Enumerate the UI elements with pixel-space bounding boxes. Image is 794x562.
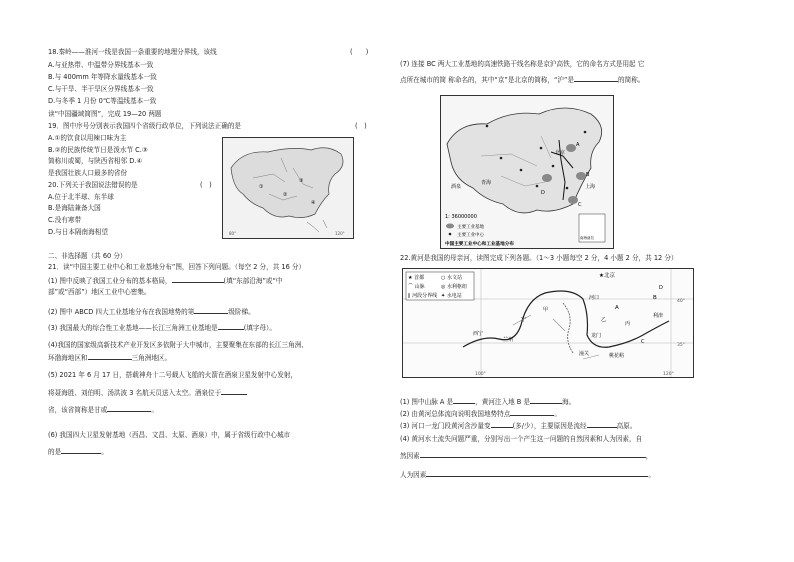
q22-2-answer[interactable]: [510, 409, 554, 416]
q21-part-4-cont: 环渤海地区和 三角洲地区。: [48, 354, 172, 362]
yellow-river-map: [402, 268, 694, 378]
q21-4-answer[interactable]: [88, 353, 132, 360]
q18-bracket[interactable]: ( ): [350, 48, 369, 56]
q21-part-7: (7) 连接 BC 两大工业基地的高速铁路干线名称是京沪高铁，它的命名方式是用起 它: [400, 60, 645, 68]
map2-label-xining: 西宁: [473, 331, 484, 337]
map1-label-shanghai: 上海: [585, 184, 596, 190]
q19-line-1: A.①的饮食以用辣口味为主: [48, 134, 127, 142]
map1-label-qinghai: 青海: [481, 180, 492, 186]
q22-part-4-natural: 然因素 ，: [400, 452, 653, 460]
legend-mountain: ⌒ 山脉: [408, 284, 425, 290]
q22-3a-answer[interactable]: [491, 421, 513, 428]
map1-legend-base: 主要工业基地: [457, 225, 484, 230]
legend-capital: ★ 首都: [408, 275, 425, 281]
svg-text:120°: 120°: [335, 231, 345, 236]
map2-label-d: D: [659, 285, 663, 291]
map1-label-c: C: [578, 202, 582, 208]
q21-part-1: (1) 图中反映了我国工业分布的基本格局， (填“东部沿海”或“中: [48, 277, 283, 285]
svg-text:②: ②: [283, 192, 288, 198]
map1-label-a: A: [576, 142, 580, 148]
map1-label-d: D: [541, 190, 545, 196]
q20-bracket[interactable]: ( ): [200, 181, 212, 189]
q19-line-3: 简称川或蜀，与陕西省相邻 D.④: [48, 157, 143, 165]
section-2-title: 二、非选择题（共 60 分）: [48, 252, 127, 260]
q20-stem: 20.下列关于我国说法错误的是: [48, 181, 138, 189]
legend-center-symbol: [449, 233, 452, 236]
map2-tick-40: 40°: [677, 299, 685, 304]
map2-tick-35: 35°: [677, 343, 685, 348]
map2-tick-120: 120°: [663, 372, 674, 377]
q21-stem: 21．读“中国主要工业中心和工业基地分布”图，回答下列问题。（每空 2 分，共 16 分）: [48, 263, 306, 271]
svg-text:①: ①: [259, 184, 264, 190]
q18-option-d[interactable]: D.与冬季 1 月份 0℃等温线基本一致: [48, 97, 157, 105]
map2-tick-100: 100°: [475, 372, 486, 377]
q21-part-1-cont: 部”或“西部”）地区工业中心密集。: [48, 288, 151, 296]
legend-section-line: ∥ 河段分界线: [408, 293, 438, 299]
map1-label-south-sea: 南海诸岛: [580, 236, 594, 240]
map2-label-longmen: 龙门: [591, 333, 602, 339]
legend-power-station: ✦ 水电站: [441, 293, 462, 299]
map2-label-lanzhou: 兰州: [503, 337, 514, 343]
q22-4-human-answer[interactable]: [426, 470, 648, 477]
map1-label-jiuquan: 酒泉: [451, 184, 462, 190]
map1-label-b: B: [586, 172, 590, 178]
q21-part-4: (4)我国的国家级高新技术产业开发区多依附于大中城市，主要聚集在东部的长江三角洲、: [48, 341, 308, 349]
map2-label-b: B: [653, 295, 657, 301]
q19-line-4: 是我国壮族人口最多的省份: [48, 169, 128, 177]
map2-label-a: A: [615, 305, 619, 311]
q21-part-2: (2) 图中 ABCD 四大工业基地分布在我国地势的第 级阶梯。: [48, 308, 255, 316]
q22-1b-answer[interactable]: [530, 397, 562, 404]
q20-option-d[interactable]: D.与日本隔南海相望: [48, 228, 108, 236]
map2-label-c: C: [641, 339, 645, 345]
map2-label-bing: 丙: [625, 321, 631, 327]
q20-option-a[interactable]: A.位于北半球、东半球: [48, 193, 114, 201]
q20-option-c[interactable]: C.没有寒带: [48, 216, 82, 224]
q22-part-4-human: 人为因素 。: [400, 471, 655, 479]
q21-part-6: (6) 我国四大卫星发射基地（西昌、文昌、太原、酒泉）中，属于省级行政中心城市: [48, 431, 291, 439]
legend-water-hub: ◎ 水利枢纽: [441, 284, 467, 290]
map1-legend-center: 主要工业中心: [457, 233, 484, 238]
q22-1a-answer[interactable]: [453, 397, 475, 404]
q21-part-5-cont2: 省，该省简称是甘或 。: [48, 406, 158, 414]
china-territory-map: [222, 137, 354, 239]
q22-part-1: (1) 图中山脉 A 是 ，黄河注入地 B 是 海。: [400, 398, 576, 406]
q18-stem: 18.秦岭——淮河一线是我国一条重要的地理分界线，该线: [48, 48, 217, 56]
q21-1-answer[interactable]: [172, 276, 224, 283]
legend-hydro-station: ○ 水文站: [441, 275, 462, 281]
q18-option-b[interactable]: B.与 400mm 年等降水量线基本一致: [48, 73, 157, 81]
q21-3-answer[interactable]: [218, 323, 244, 330]
q21-5-province-answer[interactable]: [221, 388, 247, 395]
map1-caption: 中国主要工业中心和工业基地分布: [445, 242, 514, 247]
map2-label-tongguan: 潼关: [579, 351, 590, 357]
q22-3b-answer[interactable]: [587, 421, 617, 428]
map1-scale: 1: 36000000: [445, 214, 477, 220]
q21-5-abbr-answer[interactable]: [107, 405, 151, 412]
q21-2-answer[interactable]: [194, 307, 228, 314]
svg-text:80°: 80°: [229, 231, 237, 236]
q21-6-answer[interactable]: [61, 447, 101, 454]
q22-stem: 22.黄河是我国的母亲河，读图完成下列各题。（1～3 小题每空 2 分，4 小题 2 分，共 12 分）: [400, 254, 678, 262]
map1-label-beijing: 北京: [555, 150, 566, 156]
q21-part-5-cont: 将聂海胜、刘伯明、汤洪波 3 名航天员送入太空。酒泉位于: [48, 388, 247, 397]
legend-base-symbol: [446, 224, 454, 229]
q18-option-c[interactable]: C.与干旱、半干旱区分界线基本一致: [48, 85, 154, 93]
map2-label-hekou: 河口: [589, 295, 600, 301]
map2-label-taohuayu: 桃花峪: [609, 353, 625, 359]
q21-part-5: (5) 2021 年 6 月 17 日，搭载神舟十二号载人飞船的火箭在酒泉卫星发射中心发射，: [48, 371, 298, 379]
china-industry-map: [440, 95, 614, 249]
q21-part-6-cont: 的是 。: [48, 448, 108, 456]
q19-line-2: B.②的民族传统节日是泼水节 C.③: [48, 146, 148, 154]
svg-text:④: ④: [311, 200, 316, 206]
svg-text:③: ③: [299, 178, 304, 184]
q19-stem: 19．图中序号分别表示我国四个省级行政单位，下列说法正确的是: [48, 122, 242, 130]
q22-part-2: (2) 由黄河总体流向说明我国地势特点 。: [400, 410, 561, 418]
q22-4-natural-answer[interactable]: [420, 451, 646, 458]
q21-part-3: (3) 我国最大的综合性工业基地——长江三角洲工业基地是 (填字母）。: [48, 324, 276, 332]
q20-option-b[interactable]: B.是海陆兼备大国: [48, 204, 101, 212]
q19-bracket[interactable]: ( ): [355, 122, 367, 130]
q21-part-7-cont: 点所在城市的简 称命名的，其中“京”是北京的简称，“沪”是 的简称。: [400, 76, 645, 84]
q21-7-answer[interactable]: [574, 75, 618, 82]
q18-option-a[interactable]: A.与亚热带、中温带分界线基本一致: [48, 61, 154, 69]
map2-label-beijing: ★北京: [599, 273, 615, 279]
map2-label-lijin: 利津: [653, 313, 664, 319]
map2-label-ning: 宁: [521, 317, 527, 323]
q22-part-3: (3) 河口一龙门段黄河含沙量变 (多/少），主要原因是流经 高原。: [400, 422, 637, 430]
map2-label-jia: 甲: [543, 307, 549, 313]
q19-20-intro: 读“中国疆域简图”，完成 19—20 两题: [48, 110, 162, 118]
map2-label-yi: 乙: [601, 317, 607, 323]
q22-part-4: (4) 黄河水土流失问题严重，分别写出一个产生这一问题的自然因素和人为因素，自: [400, 435, 643, 443]
